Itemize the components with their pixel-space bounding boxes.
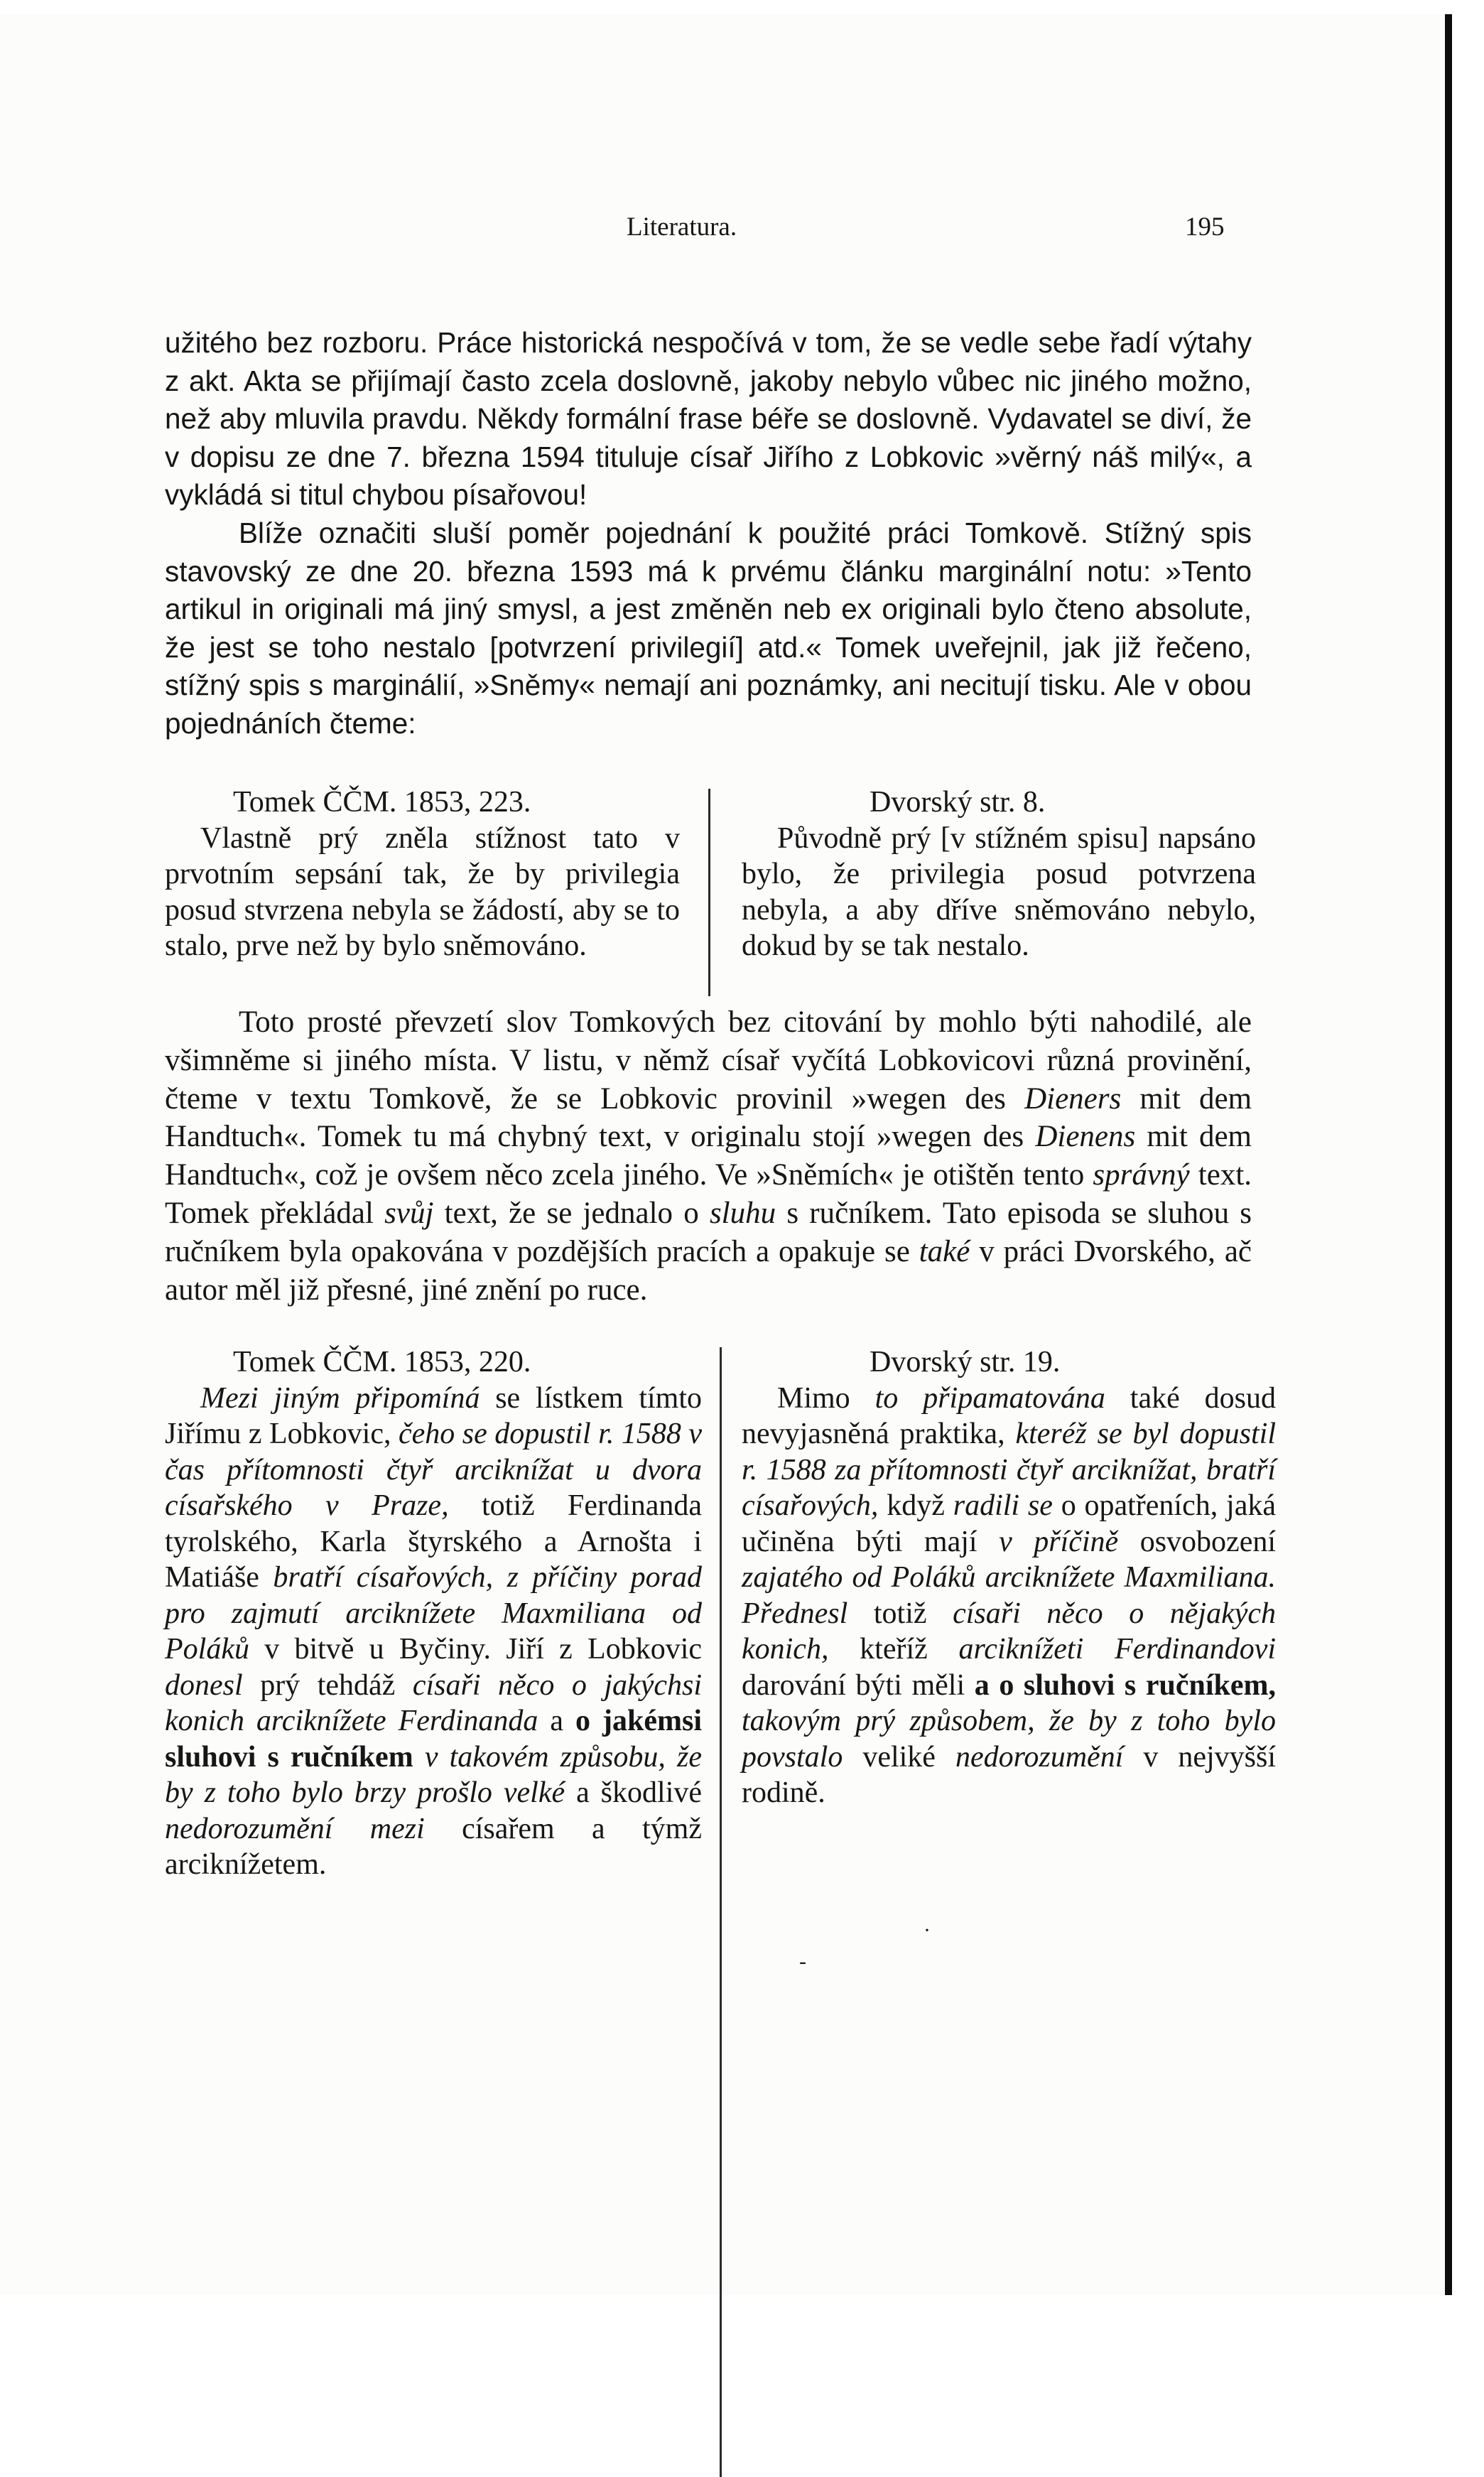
comparison-1-left-heading: Tomek ČČM. 1853, 223. (233, 786, 531, 819)
comparison-2-left-text: Mezi jiným připomíná se lístkem tímto Jiřímu z Lobkovic, čeho se dopustil r. 1588 v čas přítomnosti čtyř arciknížat u dvora císařského v Praze, totiž Ferdinanda tyrolského, Karla štyrského a Arnošta i Matiáše bratří císařových, z příčiny porad pro zajmutí arciknížete Maxmiliana od Poláků v bitvě u Byčiny. Jiří z Lobkovic donesl prý tehdáž císaři něco o jakýchsi konich arciknížete Ferdinanda a o jakémsi sluhovi s ručníkem v takovém způsobu, že by z toho bylo brzy prošlo velké a škodlivé nedorozumění mezi císařem a týmž arciknížetem. (165, 1381, 703, 1881)
running-title: Literatura. (627, 212, 737, 242)
print-speck: - (799, 1950, 806, 1973)
comparison-1-left (165, 784, 680, 964)
paragraph-3: Toto prosté převzetí slov Tomkových bez citování by mohlo býti nahodilé, ale všimněme si jiného místa. V listu, v němž císař vyčítá Lobkovicovi různá provinění, čteme v textu Tomkově, že se Lobkovic provinil »wegen des Dieners mit dem Handtuch«. Tomek tu má chybný text, v originalu stojí »wegen des Dienens mit dem Handtuch«, což je ovšem něco zcela jiného. Ve »Sněmích« je otištěn tento správný text. Tomek překládal svůj text, že se jednalo o sluhu s ručníkem. Tato episoda se sluhou s ručníkem byla opakována v pozdějších pracích a opakuje se také v práci Dvorského, ač autor měl již přesné, jiné znění po ruce. (165, 1005, 1252, 1307)
comparison-2-left-heading: Tomek ČČM. 1853, 220. (233, 1346, 531, 1378)
paragraph-block-2 (165, 1003, 1252, 1309)
comparison-1-right (742, 784, 1256, 964)
paragraph-1: užitého bez rozboru. Práce historická nespočívá v tom, že se vedle sebe řadí výtahy z akt. Akta se přijímají často zcela doslovně, jakoby nebylo vůbec nic jiného možno, než aby mluvila pravdu. Někdy formální frase béře se doslovně. Vydavatel se diví, že v dopisu ze dne 7. března 1594 tituluje císař Jiřího z Lobkovic »věrný náš milý«, a vykládá si titul chybou písařovou! (165, 326, 1252, 512)
comparison-2-right (742, 1344, 1276, 1811)
column-divider-1 (708, 789, 710, 996)
comparison-1-right-heading: Dvorský str. 8. (870, 786, 1046, 819)
comparison-2-right-text: Mimo to připamatována také dosud nevyjasněná praktika, kteréž se byl dopustil r. 1588 za přítomnosti čtyř arciknížat, bratří císařových, když radili se o opatřeních, jaká učiněna býti mají v příčině osvobození zajatého od Poláků arciknížete Maxmiliana. Přednesl totiž císaři něco o nějakých konich, kteříž arciknížeti Ferdinandovi darování býti měli a o sluhovi s ručníkem, takovým prý způsobem, že by z toho bylo povstalo veliké nedorozumění v nejvyšší rodině. (742, 1381, 1277, 1809)
comparison-2-right-heading: Dvorský str. 19. (870, 1346, 1061, 1378)
paragraph-block-1 (165, 324, 1252, 743)
comparison-1-right-text: Původně prý [v stížném spisu] napsáno bylo, že privilegia posud potvrzena nebyla, a aby dříve sněmováno nebylo, dokud by se tak nestalo. (742, 821, 1256, 962)
comparison-1-left-text: Vlastně prý zněla stížnost tato v prvotním sepsání tak, že by privilegia posud stvrzena nebyla se žádostí, aby se to stalo, prve než by bylo sněmováno. (165, 821, 680, 962)
page-number: 195 (1185, 212, 1225, 242)
column-divider-2 (720, 1347, 722, 2477)
print-speck: · (924, 1919, 931, 1942)
paragraph-2: Blíže označiti sluší poměr pojednání k použité práci Tomkově. Stížný spis stavovský ze dne 20. března 1593 má k prvému článku marginální notu: »Tento artikul in originali má jiný smysl, a jest změněn neb ex originali bylo čteno absolute, že jest se toho nestalo [potvrzení privilegií] atd.« Tomek uveřejnil, jak již řečeno, stížný spis s marginálií, »Sněmy« nemají ani poznámky, ani necitují tisku. Ale v obou pojednáních čteme: (165, 516, 1252, 740)
comparison-2-left (165, 1344, 702, 1883)
running-header (0, 212, 1484, 247)
